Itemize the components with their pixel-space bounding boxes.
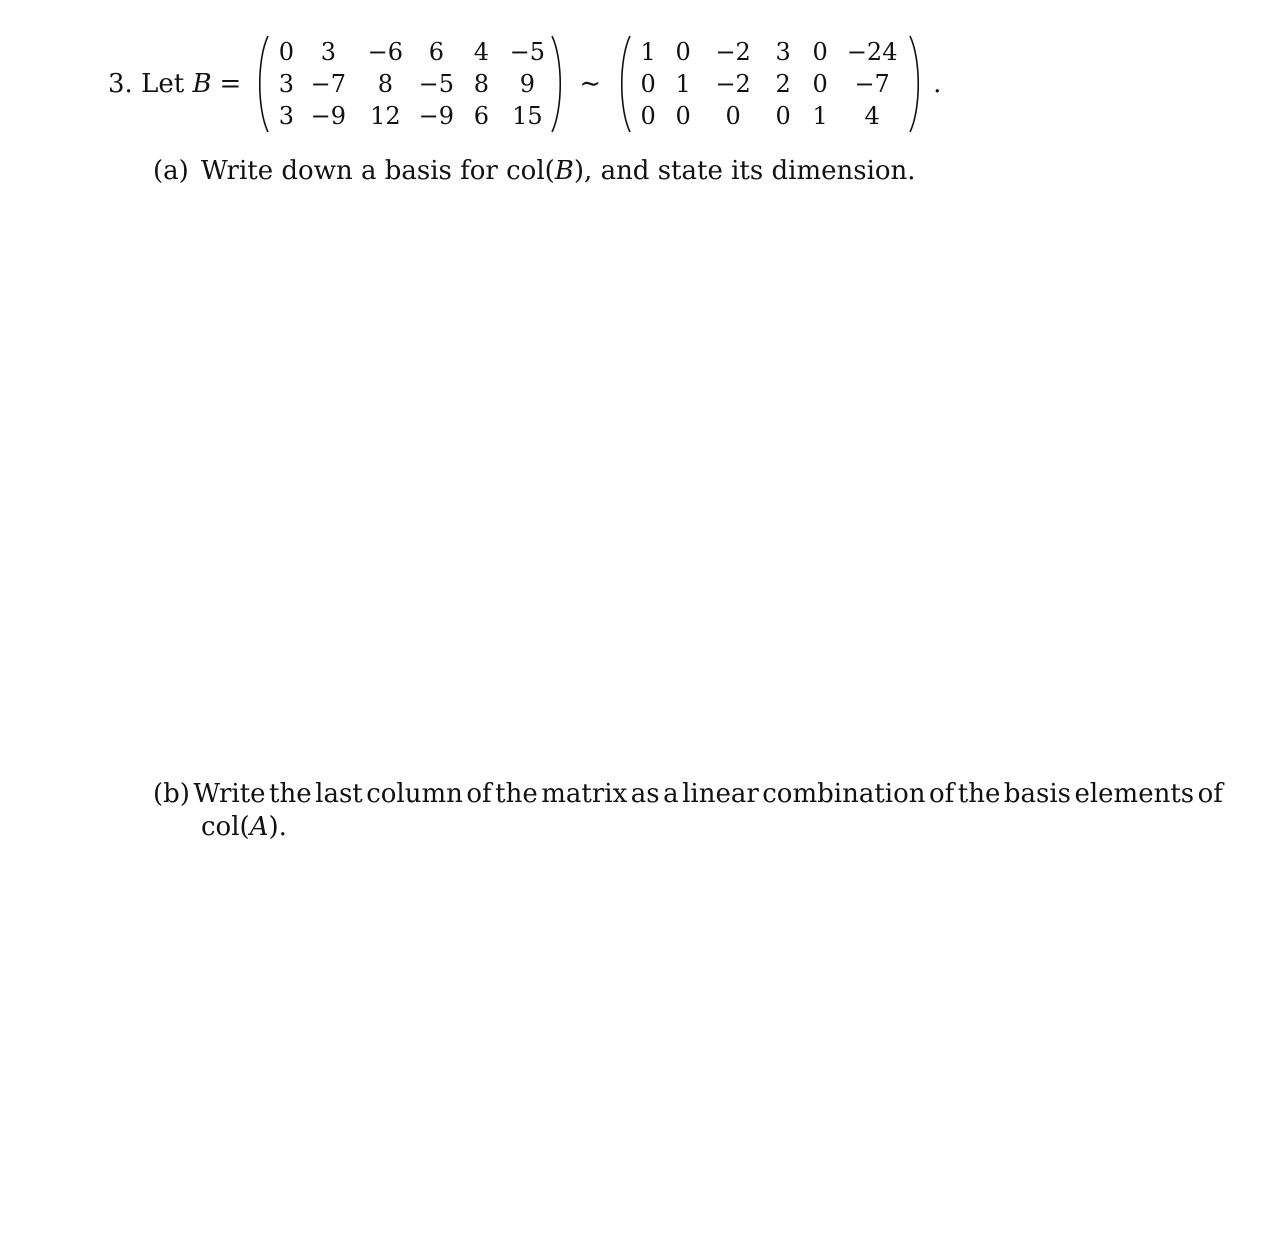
part-b-word: last (315, 779, 363, 809)
matrix-cell: −2 (715, 70, 751, 98)
matrix-cell: 0 (640, 70, 656, 98)
matrix-cell: 3 (775, 38, 791, 66)
matrix-cell: 15 (512, 102, 543, 130)
matrix-cell: 6 (473, 102, 489, 130)
matrix-cell: 1 (675, 70, 691, 98)
matrix-cell: −7 (854, 70, 890, 98)
left-paren (617, 34, 633, 134)
part-a-text-before: Write down a basis for col( (201, 156, 555, 186)
matrix-rref-body (633, 34, 907, 134)
matrix-cell: 0 (675, 102, 691, 130)
matrix-cell: −9 (418, 102, 455, 130)
part-b-word: of (1197, 779, 1223, 809)
part-b-word: a (663, 779, 679, 809)
matrix-cell: −24 (846, 38, 898, 66)
part-a-text-after: ), and state its dimension. (573, 156, 916, 186)
matrix-cell: −7 (310, 70, 347, 98)
part-b-word: of (466, 779, 492, 809)
matrix-cell: 1 (812, 102, 828, 130)
matrix-cell: 9 (519, 70, 535, 98)
matrix-cell: 4 (864, 102, 880, 130)
matrix-cell: 2 (775, 70, 791, 98)
matrix-variable-b: B (192, 69, 212, 99)
problem-label (108, 69, 255, 99)
part-b-variable: A (249, 812, 269, 842)
matrix-cell: −5 (509, 38, 546, 66)
matrix-cell: −5 (418, 70, 455, 98)
matrix-cell: 0 (640, 102, 656, 130)
part-b-tag: (b) (153, 779, 190, 809)
matrix-b (255, 34, 565, 134)
part-b-word: basis (1003, 779, 1071, 809)
row-equivalence-symbol: ∼ (579, 69, 602, 99)
matrix-cell: 0 (775, 102, 791, 130)
matrix-cell: 12 (370, 102, 401, 130)
part-a (153, 155, 916, 188)
part-b-word: the (269, 779, 312, 809)
matrix-cell: 0 (812, 70, 828, 98)
matrix-cell: 0 (278, 38, 294, 66)
part-b-line2-after: ). (268, 812, 287, 842)
matrix-cell: 3 (320, 38, 336, 66)
part-b-word: elements (1074, 779, 1195, 809)
matrix-rref (617, 34, 923, 134)
matrix-cell: 8 (377, 70, 393, 98)
part-b-line2-before: col( (201, 812, 250, 842)
matrix-cell: −6 (367, 38, 404, 66)
matrix-cell: −9 (310, 102, 347, 130)
matrix-cell: 0 (725, 102, 741, 130)
right-paren (907, 34, 923, 134)
matrix-b-body (271, 34, 549, 134)
matrix-cell: −2 (715, 38, 751, 66)
part-b-word: as (630, 779, 660, 809)
matrix-cell: 0 (675, 38, 691, 66)
part-b-line-2 (153, 811, 1223, 844)
matrix-cell: 6 (428, 38, 444, 66)
matrix-cell: 3 (278, 102, 294, 130)
part-b-word: combination (762, 779, 926, 809)
part-a-variable: B (554, 156, 574, 186)
part-b (153, 778, 1223, 844)
problem-number-let: 3. Let (108, 69, 185, 99)
matrix-cell: 1 (640, 38, 656, 66)
part-b-word: of (928, 779, 955, 809)
equals-sign: = (219, 69, 242, 99)
matrix-cell: 0 (812, 38, 828, 66)
part-b-word: the (957, 779, 1001, 809)
end-period: . (933, 69, 942, 99)
part-b-word: column (366, 779, 463, 809)
right-paren (549, 34, 565, 134)
part-b-word: the (495, 779, 538, 809)
part-b-line-1 (153, 778, 1223, 811)
part-b-word: linear (682, 779, 759, 809)
matrix-cell: 8 (473, 70, 489, 98)
problem-statement (108, 34, 941, 134)
matrix-cell: 4 (473, 38, 489, 66)
matrix-cell: 3 (278, 70, 294, 98)
part-b-word: matrix (541, 779, 628, 809)
part-b-word: Write (193, 779, 266, 809)
part-a-tag: (a) (153, 156, 189, 186)
left-paren (255, 34, 271, 134)
